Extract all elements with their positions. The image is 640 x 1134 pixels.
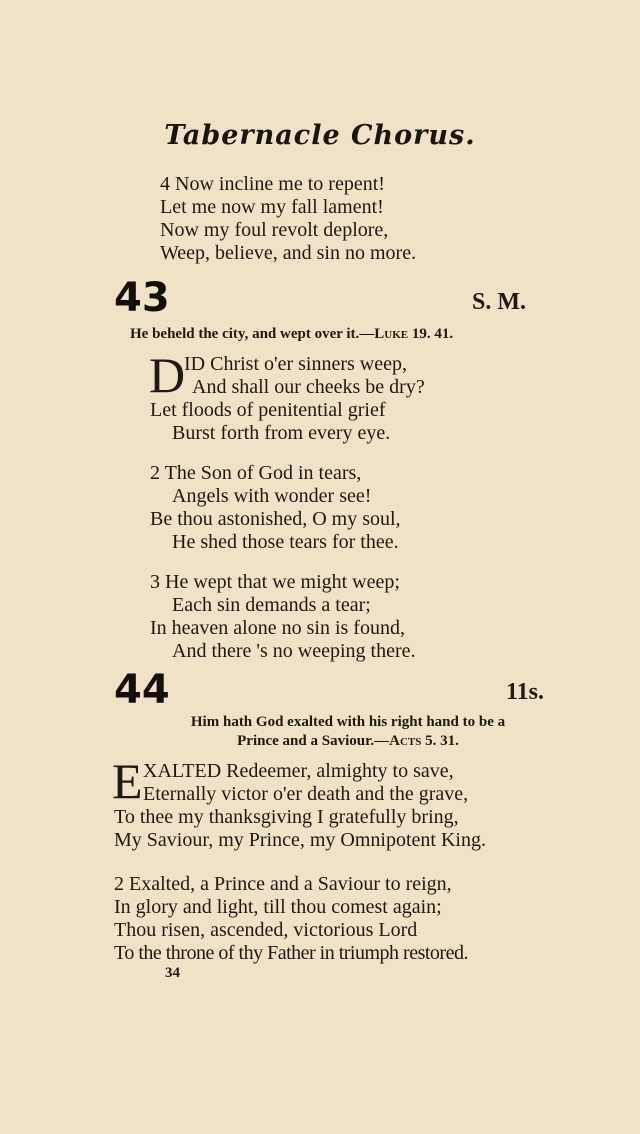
hymn-44-number: 44 xyxy=(114,667,170,713)
hymn-44-ref-line-1: Him hath God exalted with his right hand to be a xyxy=(190,714,506,730)
page-number: 34 xyxy=(165,965,180,981)
hymn-43-ref-book: Luke xyxy=(374,326,409,342)
hymn-44-s2-line-4: To the throne of thy Father in triumph restored. xyxy=(114,942,468,964)
hymn-44-s1-line-2: Eternally victor o'er death and the grave, xyxy=(143,783,469,805)
hymn-43-s3-line-4: And there 's no weeping there. xyxy=(172,640,416,662)
hymn-43-s1-line-1: ID Christ o'er sinners weep, xyxy=(184,353,407,375)
hymn-43-s3-line-2: Each sin demands a tear; xyxy=(172,594,371,616)
page-header: Tabernacle Chorus. xyxy=(164,120,476,151)
hymn-44-ref-text: Prince and a Saviour.— xyxy=(237,733,390,749)
prev-stanza4-line-1: 4 Now incline me to repent! xyxy=(160,173,385,195)
hymn-43-s2-line-1: 2 The Son of God in tears, xyxy=(150,462,362,484)
hymn-44-meter: 11s. xyxy=(506,679,545,705)
hymn-43-scripture-ref xyxy=(130,325,453,343)
hymn-43-s1-line-4: Burst forth from every eye. xyxy=(172,422,391,444)
hymn-43-s2-line-4: He shed those tears for thee. xyxy=(172,531,399,553)
hymn-43-s1-line-3: Let floods of penitential grief xyxy=(150,399,386,421)
hymn-43-s3-line-3: In heaven alone no sin is found, xyxy=(150,617,405,639)
hymn-44-s1-line-1: XALTED Redeemer, almighty to save, xyxy=(143,760,454,782)
hymn-43-ref-text: He beheld the city, and wept over it.— xyxy=(130,326,375,342)
hymn-44-s2-line-2: In glory and light, till thou comest again; xyxy=(114,896,442,918)
hymn-44-ref-book: Acts xyxy=(389,733,422,749)
hymn-43-s2-line-2: Angels with wonder see! xyxy=(172,485,372,507)
hymn-43-s3-line-1: 3 He wept that we might weep; xyxy=(150,571,400,593)
hymn-44-s2-line-1: 2 Exalted, a Prince and a Saviour to reign, xyxy=(114,873,452,895)
hymn-44-s1-line-3: To thee my thanksgiving I gratefully bring, xyxy=(114,806,459,828)
hymn-43-meter: S. M. xyxy=(472,289,526,315)
hymn-43-ref-verse: 19. 41. xyxy=(411,326,454,342)
hymn-44-dropcap: E xyxy=(112,753,143,809)
prev-stanza4-line-4: Weep, believe, and sin no more. xyxy=(160,242,417,264)
hymn-44-s1-line-4: My Saviour, my Prince, my Omnipotent King. xyxy=(114,829,486,851)
hymn-43-s2-line-3: Be thou astonished, O my soul, xyxy=(150,508,401,530)
hymn-43-dropcap: D xyxy=(149,347,186,403)
hymn-44-s2-line-3: Thou risen, ascended, victorious Lord xyxy=(114,919,418,941)
hymn-44-ref-verse: 5. 31. xyxy=(425,733,459,749)
hymn-44-ref-line-2 xyxy=(0,732,640,750)
prev-stanza4-line-2: Let me now my fall lament! xyxy=(160,196,384,218)
hymn-43-number: 43 xyxy=(114,275,170,321)
prev-stanza4-line-3: Now my foul revolt deplore, xyxy=(160,219,389,241)
hymn-43-s1-line-2: And shall our cheeks be dry? xyxy=(192,376,425,398)
